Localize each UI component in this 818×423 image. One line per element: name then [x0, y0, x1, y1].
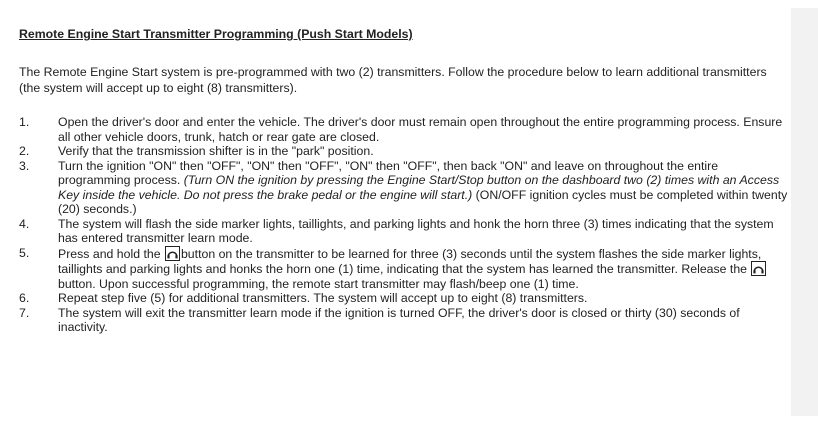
step-text-part: button. Upon successful programming, the remote start transmitter may flash/beep one (1) time.: [58, 276, 579, 291]
step-text-part: Turn the ignition "ON" then "OFF", "ON" then "OFF", "ON" then "OFF", then back "ON" and leave on throughout the entire programming process.: [58, 158, 719, 187]
remote-start-icon: [165, 246, 180, 261]
list-item: [19, 159, 789, 217]
step-text: Verify that the transmission shifter is in the "park" position.: [58, 144, 374, 158]
step-text: The system will flash the side marker lights, taillights, and parking lights and honk the horn three (3) times indicating that the system has entered transmitter learn mode.: [58, 216, 774, 245]
step-number: 5.: [19, 245, 30, 260]
list-item: [19, 217, 789, 246]
step-number: 1.: [19, 115, 30, 129]
list-item: [19, 306, 789, 335]
step-note-italic: (Turn ON the ignition by pressing the Engine Start/Stop button on the dashboard two (2) times with an Access Key inside the vehicle. Do not press the brake pedal or the engine will start.): [58, 173, 780, 202]
list-item: [19, 144, 789, 159]
step-number: 7.: [19, 305, 30, 320]
step-number: 3.: [19, 158, 30, 173]
step-number: 2.: [19, 144, 30, 158]
document-title: Remote Engine Start Transmitter Programming (Push Start Models): [19, 27, 413, 41]
step-text: Repeat step five (5) for additional transmitters. The system will accept up to eight (8) transmitters.: [58, 291, 588, 305]
step-number: 4.: [19, 216, 30, 231]
step-text: [58, 246, 789, 292]
list-item: [19, 246, 789, 292]
step-text: [58, 159, 789, 217]
steps-list: [19, 115, 789, 335]
step-number: 6.: [19, 291, 30, 305]
intro-paragraph: The Remote Engine Start system is pre-programmed with two (2) transmitters. Follow the procedure below to learn additional transmitters (the system will accept up to eight (8) transmitters).: [19, 65, 767, 95]
side-panel: [791, 8, 818, 416]
step-text-part: Press and hold the: [58, 246, 161, 261]
step-text-part: button on the transmitter to be learned for three (3) seconds until the system flashes the side marker lights, taillights and parking lights and honks the horn one (1) time, indicating that the system has learned the transmitter. Release the: [58, 246, 762, 276]
step-text-part: (ON/OFF ignition cycles must be completed within twenty (20) seconds.): [58, 187, 788, 216]
step-text: The system will exit the transmitter learn mode if the ignition is turned OFF, the driver's door is closed or thirty (30) seconds of inactivity.: [58, 305, 740, 334]
step-text: Open the driver's door and enter the vehicle. The driver's door must remain open throughout the entire programming process. Ensure all other vehicle doors, trunk, hatch or rear gate are closed.: [58, 115, 783, 144]
list-item: [19, 291, 789, 306]
list-item: [19, 115, 789, 144]
remote-start-icon: [751, 261, 766, 276]
